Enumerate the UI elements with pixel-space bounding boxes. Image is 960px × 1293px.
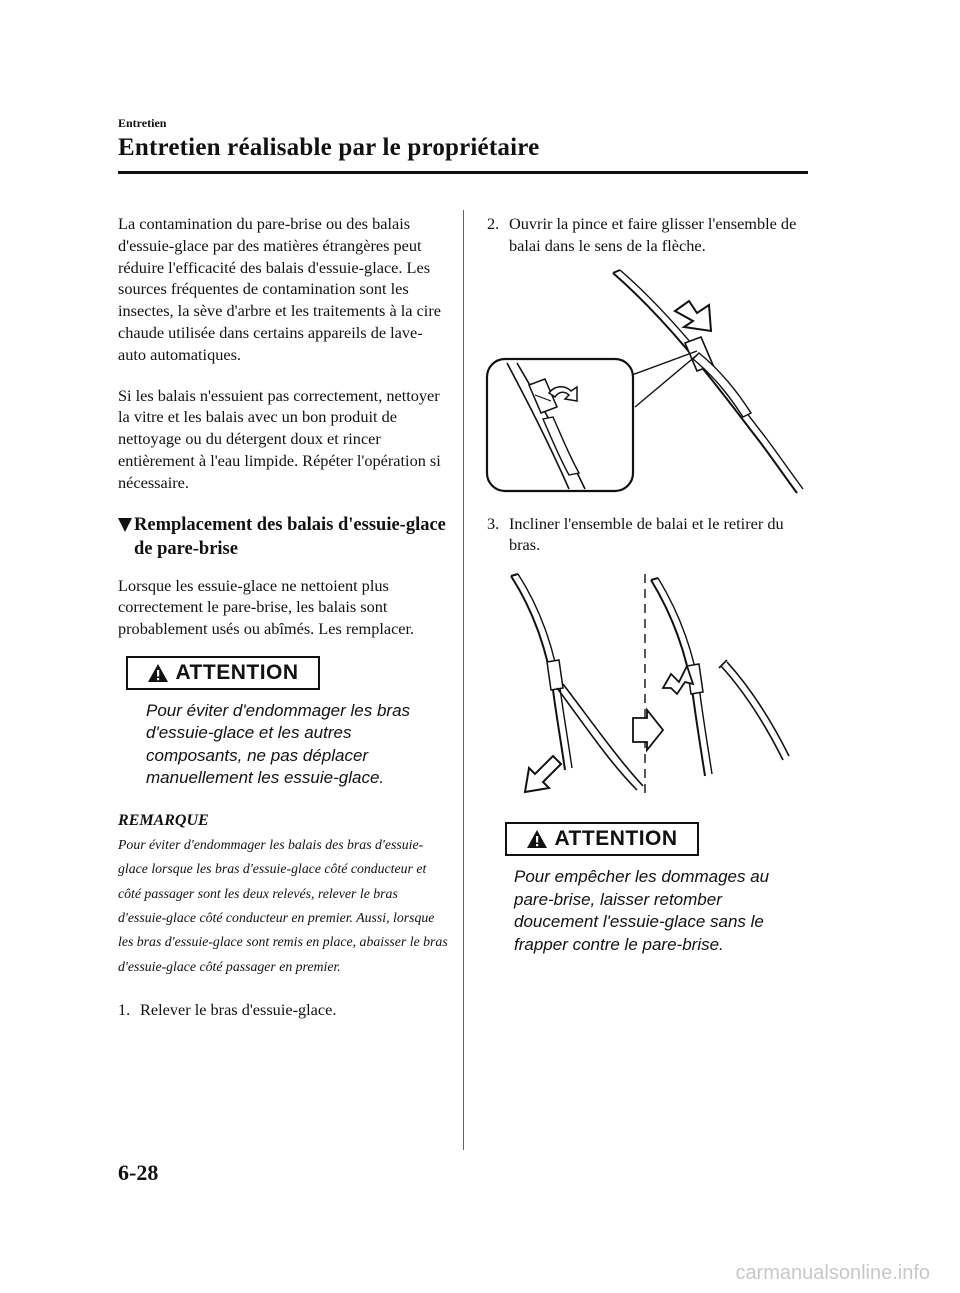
attention-box <box>505 822 699 856</box>
replacement-subheading <box>118 513 448 561</box>
warning-triangle-icon <box>526 829 548 849</box>
attention-box <box>126 656 320 690</box>
column-divider <box>463 210 464 1150</box>
wiper-removal-illustration <box>491 570 801 800</box>
warning-triangle-icon <box>147 663 169 683</box>
cleaning-paragraph: Si les balais n'essuient pas correctement, nettoyer la vitre et les balais avec un bon produit de nettoyage ou du détergent doux et rincer entièrement à l'eau limpide. Répéter l'opération si nécessaire. <box>118 385 441 492</box>
attention-title: ATTENTION <box>175 661 299 685</box>
page-heading: Entretien réalisable par le propriétaire <box>118 134 540 161</box>
step-1 <box>118 999 448 1021</box>
contamination-paragraph: La contamination du pare-brise ou des balais d'essuie-glace par des matières étrangères peut réduire l'efficacité des balais d'essuie-glace. Les sources fréquentes de contamination sont les insectes, la sève d'arbre et les traitements à la cire chaude utilisée dans certains appareils de lave-auto automatiques. <box>118 214 441 364</box>
attention-text: Pour empêcher les dommages au pare-brise, laisser retomber doucement l'essuie-glace sans le frapper contre le pare-brise. <box>514 867 770 954</box>
watermark: carmanualsonline.info <box>735 1262 930 1284</box>
triangle-down-icon <box>118 518 132 532</box>
left-column <box>118 213 448 1021</box>
step-text: Incliner l'ensemble de balai et le retirer du bras. <box>509 513 784 555</box>
note-title: REMARQUE <box>118 811 209 829</box>
step-text: Relever le bras d'essuie-glace. <box>140 1000 337 1020</box>
right-column <box>487 213 812 956</box>
heading-rule <box>118 171 808 174</box>
attention-title: ATTENTION <box>554 827 678 851</box>
step-3 <box>487 513 812 557</box>
step-number: 2. <box>487 214 500 233</box>
step-number: 3. <box>487 513 500 533</box>
note-text: Pour éviter d'endommager les balais des bras d'essuie-glace lorsque les bras d'essuie-glace côté conducteur et côté passager sont les deux relevés, relever le bras d'essuie-glace côté conducteur en premier. Aussi, lorsque les bras d'essuie-glace sont remis en place, abaisser le bras d'essuie-glace côté passager en premier. <box>118 836 448 974</box>
step-number: 1. <box>118 1000 131 1020</box>
subheading-text: Remplacement des balais d'essuie-glace de pare-brise <box>134 514 446 559</box>
step-text: Ouvrir la pince et faire glisser l'ensemble de balai dans le sens de la flèche. <box>509 214 797 255</box>
attention-text: Pour éviter d'endommager les bras d'essuie-glace et les autres composants, ne pas déplacer manuellement les essuie-glace. <box>146 700 411 788</box>
replace-paragraph: Lorsque les essuie-glace ne nettoient plus correctement le pare-brise, les balais sont probablement usés ou abîmés. Les remplacer. <box>118 575 415 639</box>
wiper-clip-illustration <box>485 267 805 499</box>
section-label: Entretien <box>118 116 167 130</box>
step-2 <box>487 213 812 257</box>
page-number: 6-28 <box>118 1160 159 1185</box>
